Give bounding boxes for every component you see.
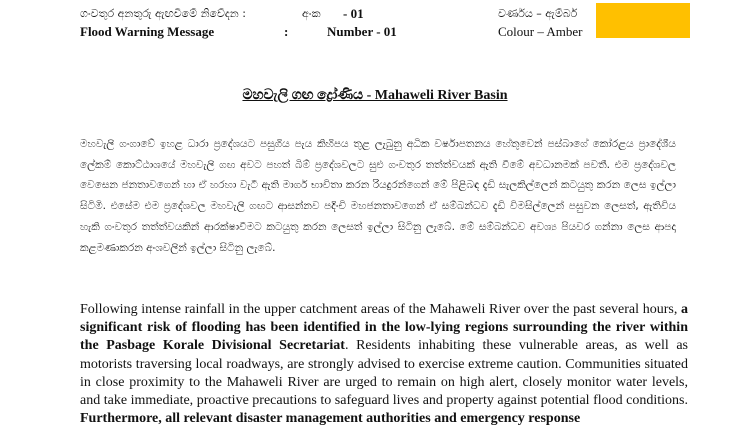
header-colon: : (284, 24, 289, 39)
sinhala-number-label: අංක (302, 7, 321, 20)
message-number: Number - 01 (327, 24, 397, 39)
amber-colour-swatch (596, 3, 690, 38)
sinhala-colour-label: වර්ණය – ඇම්බර් (498, 7, 578, 20)
sinhala-number-value: - 01 (343, 6, 364, 21)
sinhala-message-label: ගංවතුර අනතුරු ඇඟවීමේ නිවේදන : (80, 7, 246, 20)
english-bold-text-2: Furthermore, all relevant disaster management authorities and emergency response (80, 411, 581, 427)
sinhala-paragraph: මහවැලි ගංගාවේ ඉහළ ධාරා ප්‍රදේශයට පසුගිය පැය කිහිපය තුළ ලැබුනු අධික වර්ෂාපතනය හේතුවෙන් පස්බාගේ කෝරළය ප්‍රාදේශීය ලේකම් කොට්ඨාශයේ මහවැලි ගඟ අවට පහත් බිම් ප්‍රදේශවලට සුළු ගංවතුර තත්ත්වයක් ඇති වීමේ අවධානමක් පවතී. එම ප්‍රදේශවල වෙසෙන ජනතාවගෙන් හා ඒ හරහා වැටී ඇති මාර්ග භාවිතා කරන රියදුරන්ගෙන් මේ පිළිබඳ දැඩි සැලකිල්ලෙන් කටයුතු කරන ලෙස ඉල්ලා සිටිමි. එසේම එම ප්‍රදේශවල මහවැලි ගඟට ආසන්නව පදිංචි මහජනතාවගෙන් ඒ සම්බන්ධව දැඩි විමසිල්ලෙන් පසුවන ලෙසත්, ඇතිවිය හැකි ගංවතුර තත්ත්වයකින් ආරක්ෂාවීමට කටයුතු කරන ලෙසත් ඉල්ලා සිටිනු ලැබේ. මේ සම්බන්ධව අවශ්‍ය පියවර ගන්නා ලෙස ආපදා කළමණාකරන අංශවලින් ඉල්ලා සිටිනු ලැබේ. (80, 138, 676, 254)
english-bold-text-1: a significant risk of flooding has been identified in the low-lying regions surrounding the river within the Pasbage Korale Divisional Secretariat (80, 302, 688, 354)
english-text-2: . Residents inhabiting these vulnerable areas, as well as motorists traversing local roadways, are strongly advised to exercise extreme caution. Communities situated in close proximity to the Mahaweli River are urged to remain on high alert, closely monitor water levels, and take immediate, proactive precautions to safeguard lives and property against potential flood conditions. (80, 338, 688, 409)
page-title: මහවැලි ගඟ ද්‍රෝණිය - Mahaweli River Basin (242, 88, 508, 103)
english-paragraph (80, 301, 688, 428)
colour-label: Colour – Amber (498, 24, 583, 39)
flood-warning-message-label: Flood Warning Message (80, 24, 215, 39)
english-text-1: Following intense rainfall in the upper catchment areas of the Mahaweli River over the past several hours, (80, 302, 681, 317)
